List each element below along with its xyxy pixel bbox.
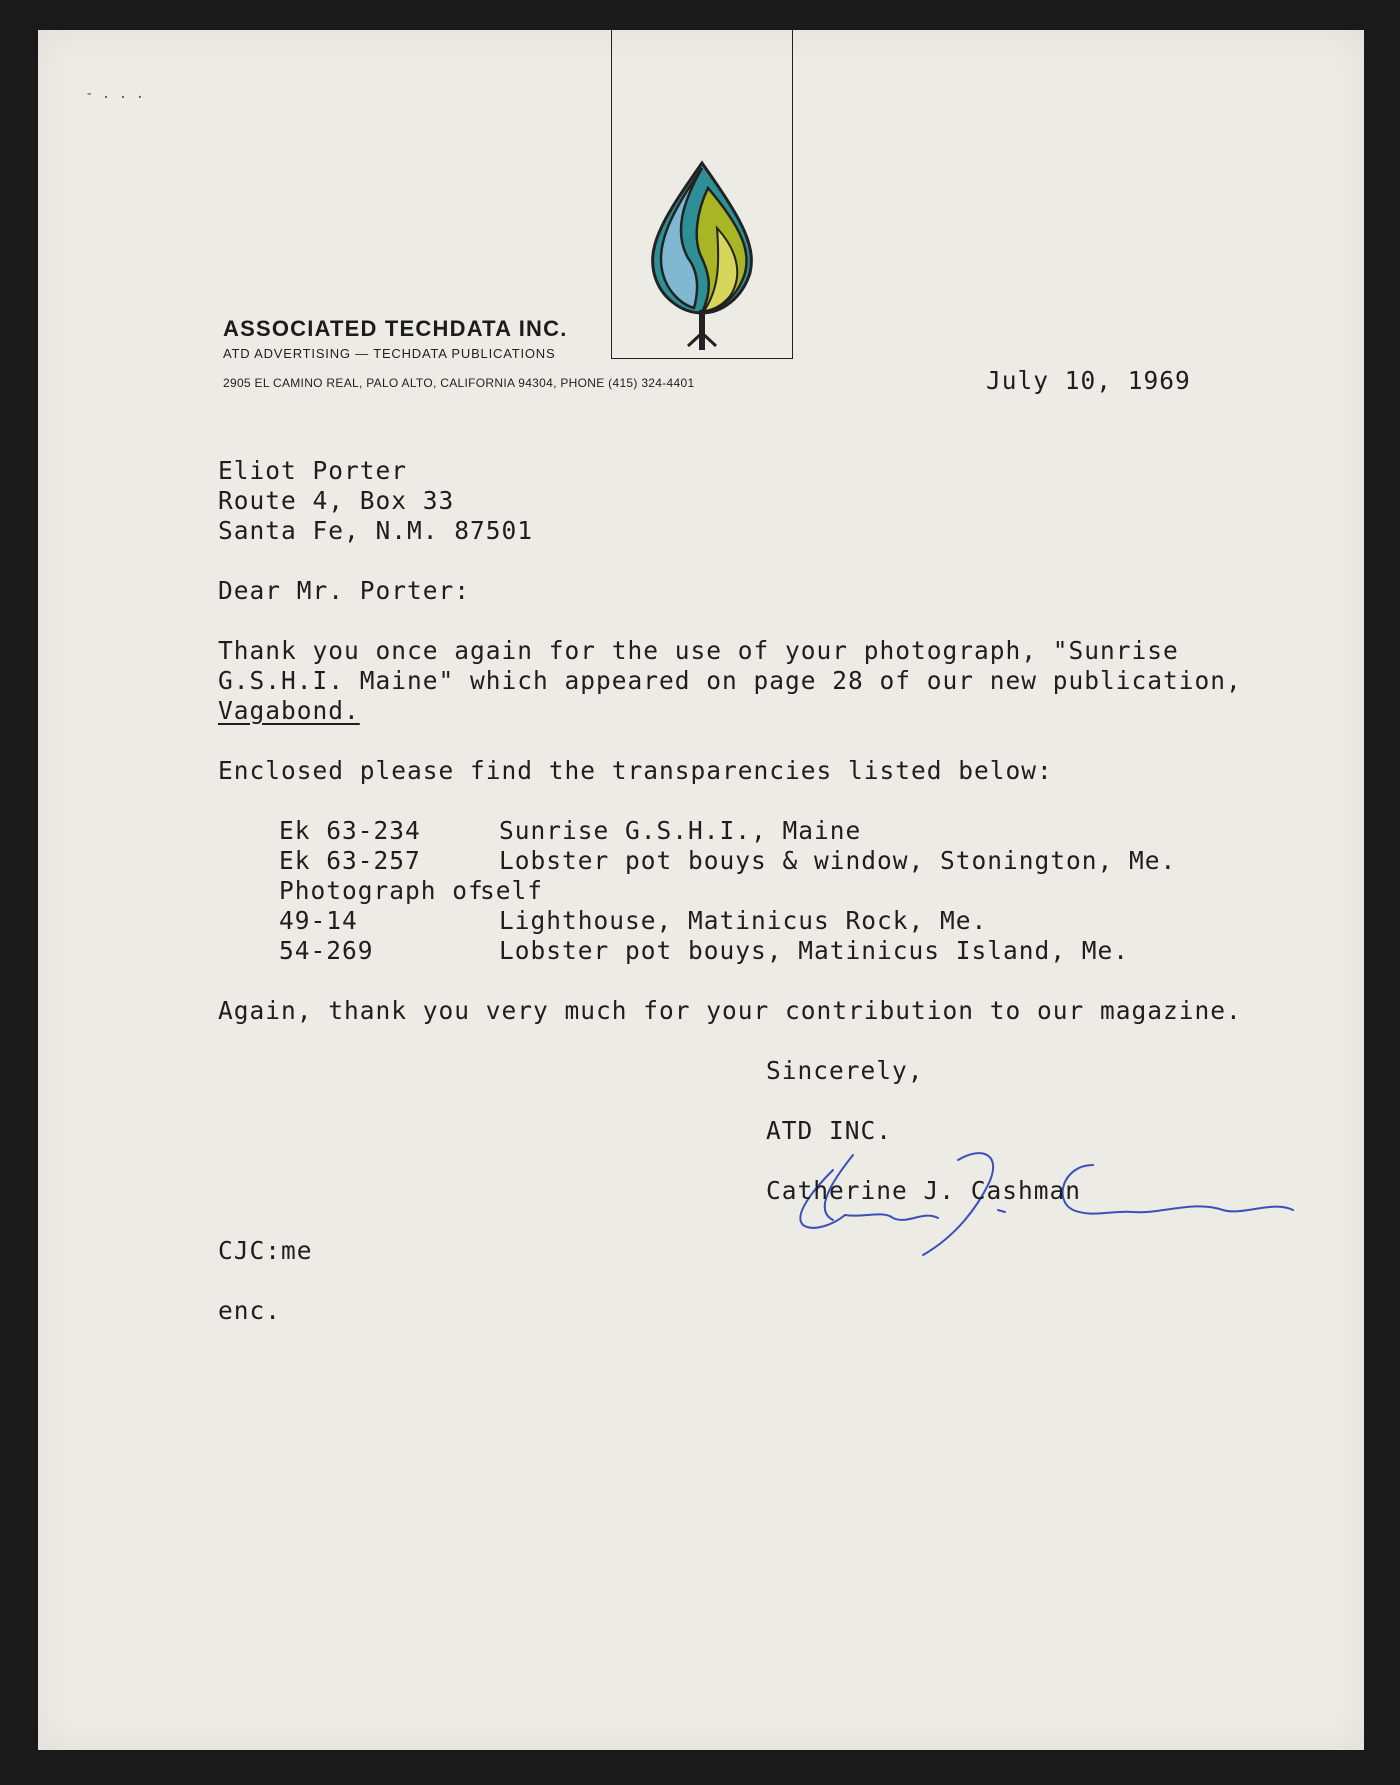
- logo-frame: [611, 28, 793, 359]
- recipient-city: Santa Fe, N.M. 87501: [218, 516, 534, 545]
- list-item-desc: self: [480, 876, 544, 905]
- enclosure-note: enc.: [218, 1296, 282, 1325]
- body-para3: Again, thank you very much for your contribution to our magazine.: [218, 996, 1242, 1025]
- company-name: ASSOCIATED TECHDATA INC.: [223, 316, 568, 341]
- body-para2: Enclosed please find the transparencies listed below:: [218, 756, 1053, 785]
- company-address: 2905 EL CAMINO REAL, PALO ALTO, CALIFORNIA 94304, PHONE (415) 324-4401: [223, 376, 695, 390]
- letter-sheet: [38, 30, 1364, 1750]
- salutation: Dear Mr. Porter:: [218, 576, 471, 605]
- list-item-code: Ek 63-257: [279, 846, 421, 875]
- closing-org: ATD INC.: [766, 1116, 893, 1145]
- list-item-desc: Lighthouse, Matinicus Rock, Me.: [499, 906, 988, 935]
- recipient-street: Route 4, Box 33: [218, 486, 455, 515]
- signer-name: Catherine J. Cashman: [766, 1176, 1082, 1205]
- publication-title: Vagabond.: [218, 696, 360, 725]
- list-item-desc: Lobster pot bouys & window, Stonington, Me.: [499, 846, 1177, 875]
- list-item-code: 49-14: [279, 906, 358, 935]
- stray-mark: - . . .: [85, 86, 145, 102]
- letter-date: July 10, 1969: [986, 366, 1191, 395]
- company-divisions: ATD ADVERTISING — TECHDATA PUBLICATIONS: [223, 346, 556, 361]
- list-item-desc: Sunrise G.S.H.I., Maine: [499, 816, 862, 845]
- body-para1-line1: Thank you once again for the use of your photograph, "Sunrise: [218, 636, 1179, 665]
- recipient-name: Eliot Porter: [218, 456, 408, 485]
- list-item-code: Photograph of: [279, 876, 484, 905]
- list-item-code: Ek 63-234: [279, 816, 421, 845]
- typist-initials: CJC:me: [218, 1236, 313, 1265]
- closing-sincerely: Sincerely,: [766, 1056, 924, 1085]
- list-item-code: 54-269: [279, 936, 374, 965]
- leaf-tree-logo-icon: [642, 158, 762, 358]
- body-para1-line2: G.S.H.I. Maine" which appeared on page 28 of our new publication,: [218, 666, 1242, 695]
- list-item-desc: Lobster pot bouys, Matinicus Island, Me.: [499, 936, 1130, 965]
